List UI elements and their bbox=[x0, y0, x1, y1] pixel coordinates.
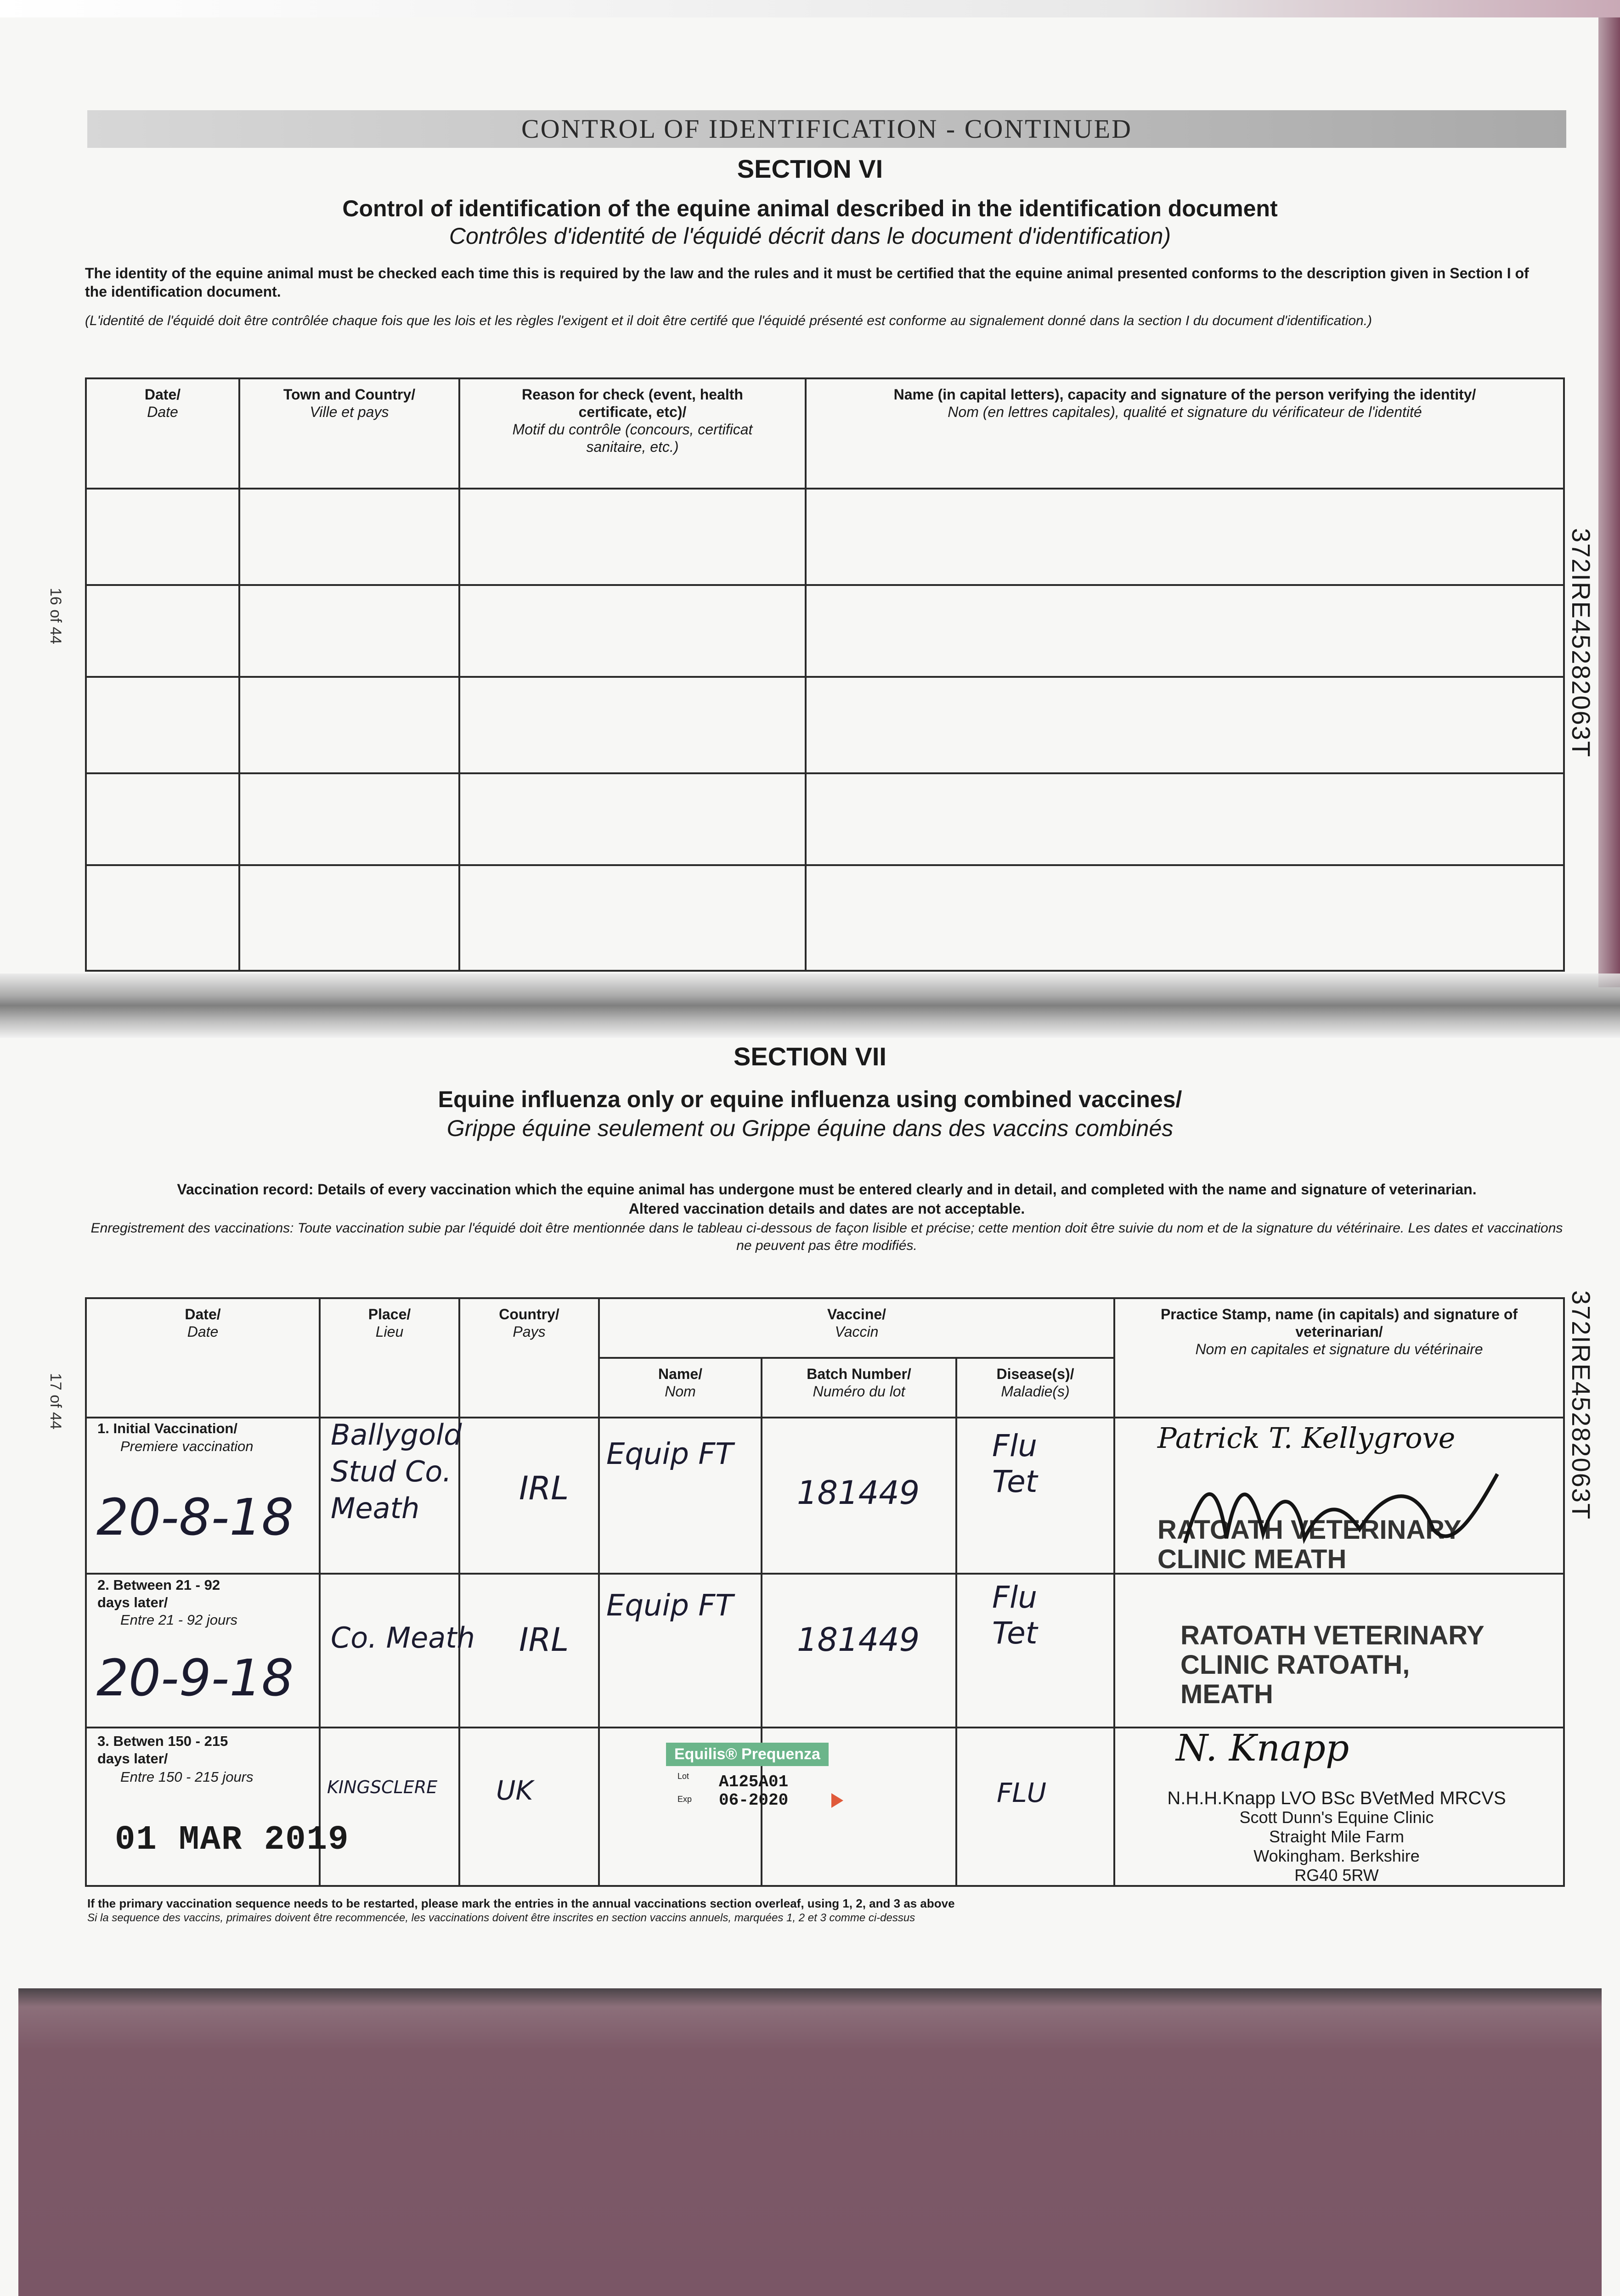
col-date bbox=[86, 378, 239, 489]
row2-place: Co. Meath bbox=[331, 1621, 475, 1654]
table-row bbox=[86, 773, 1564, 865]
vac-col-place-fr: Lieu bbox=[375, 1323, 404, 1340]
vac-col-place bbox=[320, 1298, 459, 1418]
vac-col-date bbox=[86, 1298, 320, 1418]
row3-country: UK bbox=[496, 1775, 533, 1806]
side-code-upper: 372IRE45282063T bbox=[1567, 528, 1596, 758]
col-town-fr: Ville et pays bbox=[310, 404, 389, 420]
row3-exp-prefix: Exp bbox=[677, 1795, 692, 1804]
vac-col-name-fr: Nom bbox=[665, 1383, 696, 1400]
table-row bbox=[86, 585, 1564, 677]
section7-note-en-2: Altered vaccination details and dates are not acceptable. bbox=[628, 1200, 1025, 1217]
col-town-en: Town and Country/ bbox=[283, 386, 416, 403]
row1-date: 20-8-18 bbox=[96, 1488, 294, 1547]
row2-batch: 181449 bbox=[797, 1621, 920, 1659]
section7-note-fr: Enregistrement des vaccinations: Toute vaccination subie par l'équidé doit être mentionnée dans le tableau ci-dessous de façon lisible et précise; cette mention doit être suivie du nom et de la signature du vétérinaire. Les dates et vaccinations ne peuvent pas être modifiés. bbox=[90, 1221, 1563, 1253]
col-reason-fr: Motif du contrôle (concours, certificat sanitaire, etc.) bbox=[512, 421, 753, 455]
section7-title: SECTION VII bbox=[734, 1042, 886, 1071]
row3-stamp-lines bbox=[1135, 1789, 1539, 1885]
row3-date: 01 MAR 2019 bbox=[115, 1821, 350, 1859]
row2-country: IRL bbox=[519, 1621, 569, 1659]
vac-col-stamp bbox=[1114, 1298, 1564, 1418]
row3-label-fr: Entre 150 - 215 jours bbox=[120, 1769, 254, 1785]
row2-label-fr: Entre 21 - 92 jours bbox=[120, 1612, 238, 1628]
top-strip bbox=[0, 0, 1620, 17]
vac-col-disease-fr: Maladie(s) bbox=[1001, 1383, 1070, 1400]
vac-col-batch-fr: Numéro du lot bbox=[813, 1383, 905, 1400]
table-row bbox=[86, 489, 1564, 585]
row3-lot: A125A01 bbox=[719, 1773, 789, 1791]
page-number-17: 17 of 44 bbox=[47, 1373, 64, 1429]
row2-disease: Flu Tet bbox=[992, 1580, 1038, 1651]
document-cover bbox=[18, 1988, 1602, 2296]
page-edge-right bbox=[1598, 0, 1620, 987]
row1-batch: 181449 bbox=[797, 1474, 920, 1512]
row3-disease: FLU bbox=[997, 1777, 1047, 1808]
vac-col-disease-en: Disease(s)/ bbox=[996, 1366, 1074, 1382]
vac-col-date-fr: Date bbox=[187, 1323, 219, 1340]
page-number-16: 16 of 44 bbox=[47, 588, 64, 644]
stamp-line: Straight Mile Farm bbox=[1269, 1827, 1405, 1846]
section6-note-en: The identity of the equine animal must be checked each time this is required by the law and the rules and it must be certified that the equine animal presented conforms to the description given in Section I of the identification document. bbox=[85, 265, 1529, 300]
col-verifier-en: Name (in capital letters), capacity and signature of the person verifying the identity/ bbox=[893, 386, 1476, 403]
vac-col-vaccine-fr: Vaccin bbox=[835, 1323, 879, 1340]
stamp-line: Scott Dunn's Equine Clinic bbox=[1239, 1808, 1434, 1827]
row3-lot-prefix: Lot bbox=[677, 1772, 689, 1781]
row3-vaccine-label: Equilis® Prequenza bbox=[666, 1743, 829, 1766]
section6-heading-en: Control of identification of the equine animal described in the identification document bbox=[342, 196, 1278, 221]
vac-col-place-en: Place/ bbox=[368, 1306, 411, 1322]
vac-col-stamp-en: Practice Stamp, name (in capitals) and signature of veterinarian/ bbox=[1160, 1306, 1518, 1340]
row1-stamp: RATOATH VETERINARY CLINIC MEATH bbox=[1157, 1515, 1461, 1574]
page-fold bbox=[0, 974, 1620, 1038]
section6-banner: CONTROL OF IDENTIFICATION - CONTINUED bbox=[87, 110, 1566, 148]
col-verifier-fr: Nom (en lettres capitales), qualité et signature du vérificateur de l'identité bbox=[948, 404, 1422, 420]
vaccination-footer-fr: Si la sequence des vaccins, primaires doivent être recommencée, les vaccinations doivent être inscrites en section vaccins annuels, marquées 1, 2 et 3 comme ci-dessus bbox=[87, 1912, 915, 1924]
row1-place: Ballygold Stud Co. Meath bbox=[331, 1418, 462, 1525]
vac-col-name-en: Name/ bbox=[658, 1366, 703, 1382]
row1-country: IRL bbox=[519, 1469, 569, 1507]
col-verifier bbox=[806, 378, 1564, 489]
stamp-line: Wokingham. Berkshire bbox=[1253, 1846, 1420, 1865]
section6-title: SECTION VI bbox=[737, 154, 883, 183]
row1-signature-scribble bbox=[1176, 1460, 1525, 1566]
vac-col-batch-en: Batch Number/ bbox=[807, 1366, 911, 1382]
vac-col-country-en: Country/ bbox=[499, 1306, 559, 1322]
row2-label-en: 2. Between 21 - 92 days later/ bbox=[97, 1577, 220, 1610]
row3-place: KINGSCLERE bbox=[327, 1777, 438, 1797]
side-code-lower: 372IRE45282063T bbox=[1567, 1290, 1596, 1520]
section7-heading-fr: Grippe équine seulement ou Grippe équine dans des vaccins combinés bbox=[446, 1115, 1174, 1141]
stamp-line: RG40 5RW bbox=[1294, 1866, 1379, 1885]
vac-col-vaccine-en: Vaccine/ bbox=[827, 1306, 886, 1322]
table-row bbox=[86, 865, 1564, 971]
stamp-line: N.H.H.Knapp LVO BSc BVetMed MRCVS bbox=[1167, 1788, 1506, 1808]
vac-col-name bbox=[599, 1358, 762, 1418]
row3-label-corner bbox=[831, 1793, 843, 1808]
section6-note-fr: (L'identité de l'équidé doit être contrôlée chaque fois que les lois et les règles l'exigent et il doit être certifé que l'équidé présenté est conforme au signalement donné dans la section I du document d'identification.) bbox=[85, 313, 1372, 328]
col-date-fr: Date bbox=[147, 404, 178, 420]
row3-label-en: 3. Betwen 150 - 215 days later/ bbox=[97, 1733, 228, 1767]
row1-vaccine: Equip FT bbox=[606, 1437, 734, 1471]
vaccination-footer-en: If the primary vaccination sequence needs to be restarted, please mark the entries in the annual vaccinations section overleaf, using 1, 2, and 3 as above bbox=[87, 1896, 955, 1910]
vac-col-country bbox=[459, 1298, 599, 1418]
row2-date: 20-9-18 bbox=[96, 1649, 294, 1707]
row3-vet-signature: N. Knapp bbox=[1176, 1727, 1349, 1769]
section6-table bbox=[85, 377, 1565, 972]
col-town bbox=[239, 378, 459, 489]
row1-vet-signature: Patrick T. Kellygrove bbox=[1157, 1421, 1456, 1455]
vac-col-vaccine bbox=[599, 1298, 1114, 1358]
col-date-en: Date/ bbox=[144, 386, 181, 403]
row1-label-en: 1. Initial Vaccination/ bbox=[97, 1420, 237, 1436]
section6-heading-fr: Contrôles d'identité de l'équidé décrit dans le document d'identification) bbox=[449, 223, 1171, 249]
section7-heading-en: Equine influenza only or equine influenza using combined vaccines/ bbox=[438, 1086, 1182, 1112]
vac-col-country-fr: Pays bbox=[513, 1323, 546, 1340]
vac-col-disease bbox=[956, 1358, 1114, 1418]
col-reason-en: Reason for check (event, health certificate, etc)/ bbox=[522, 386, 743, 420]
vac-col-stamp-fr: Nom en capitales et signature du vétérinaire bbox=[1195, 1341, 1483, 1357]
table-row bbox=[86, 677, 1564, 773]
row1-disease: Flu Tet bbox=[992, 1428, 1038, 1499]
row3-exp: 06-2020 bbox=[719, 1791, 789, 1810]
vac-col-date-en: Date/ bbox=[185, 1306, 221, 1322]
col-reason bbox=[459, 378, 806, 489]
row2-stamp: RATOATH VETERINARY CLINIC RATOATH, MEATH bbox=[1180, 1621, 1484, 1709]
vac-col-batch bbox=[762, 1358, 956, 1418]
row1-label-fr: Premiere vaccination bbox=[120, 1438, 254, 1454]
section7-note-en-1: Vaccination record: Details of every vaccination which the equine animal has undergone must be entered clearly and in detail, and completed with the name and signature of veterinarian. bbox=[177, 1181, 1477, 1198]
row2-vaccine: Equip FT bbox=[606, 1589, 734, 1623]
